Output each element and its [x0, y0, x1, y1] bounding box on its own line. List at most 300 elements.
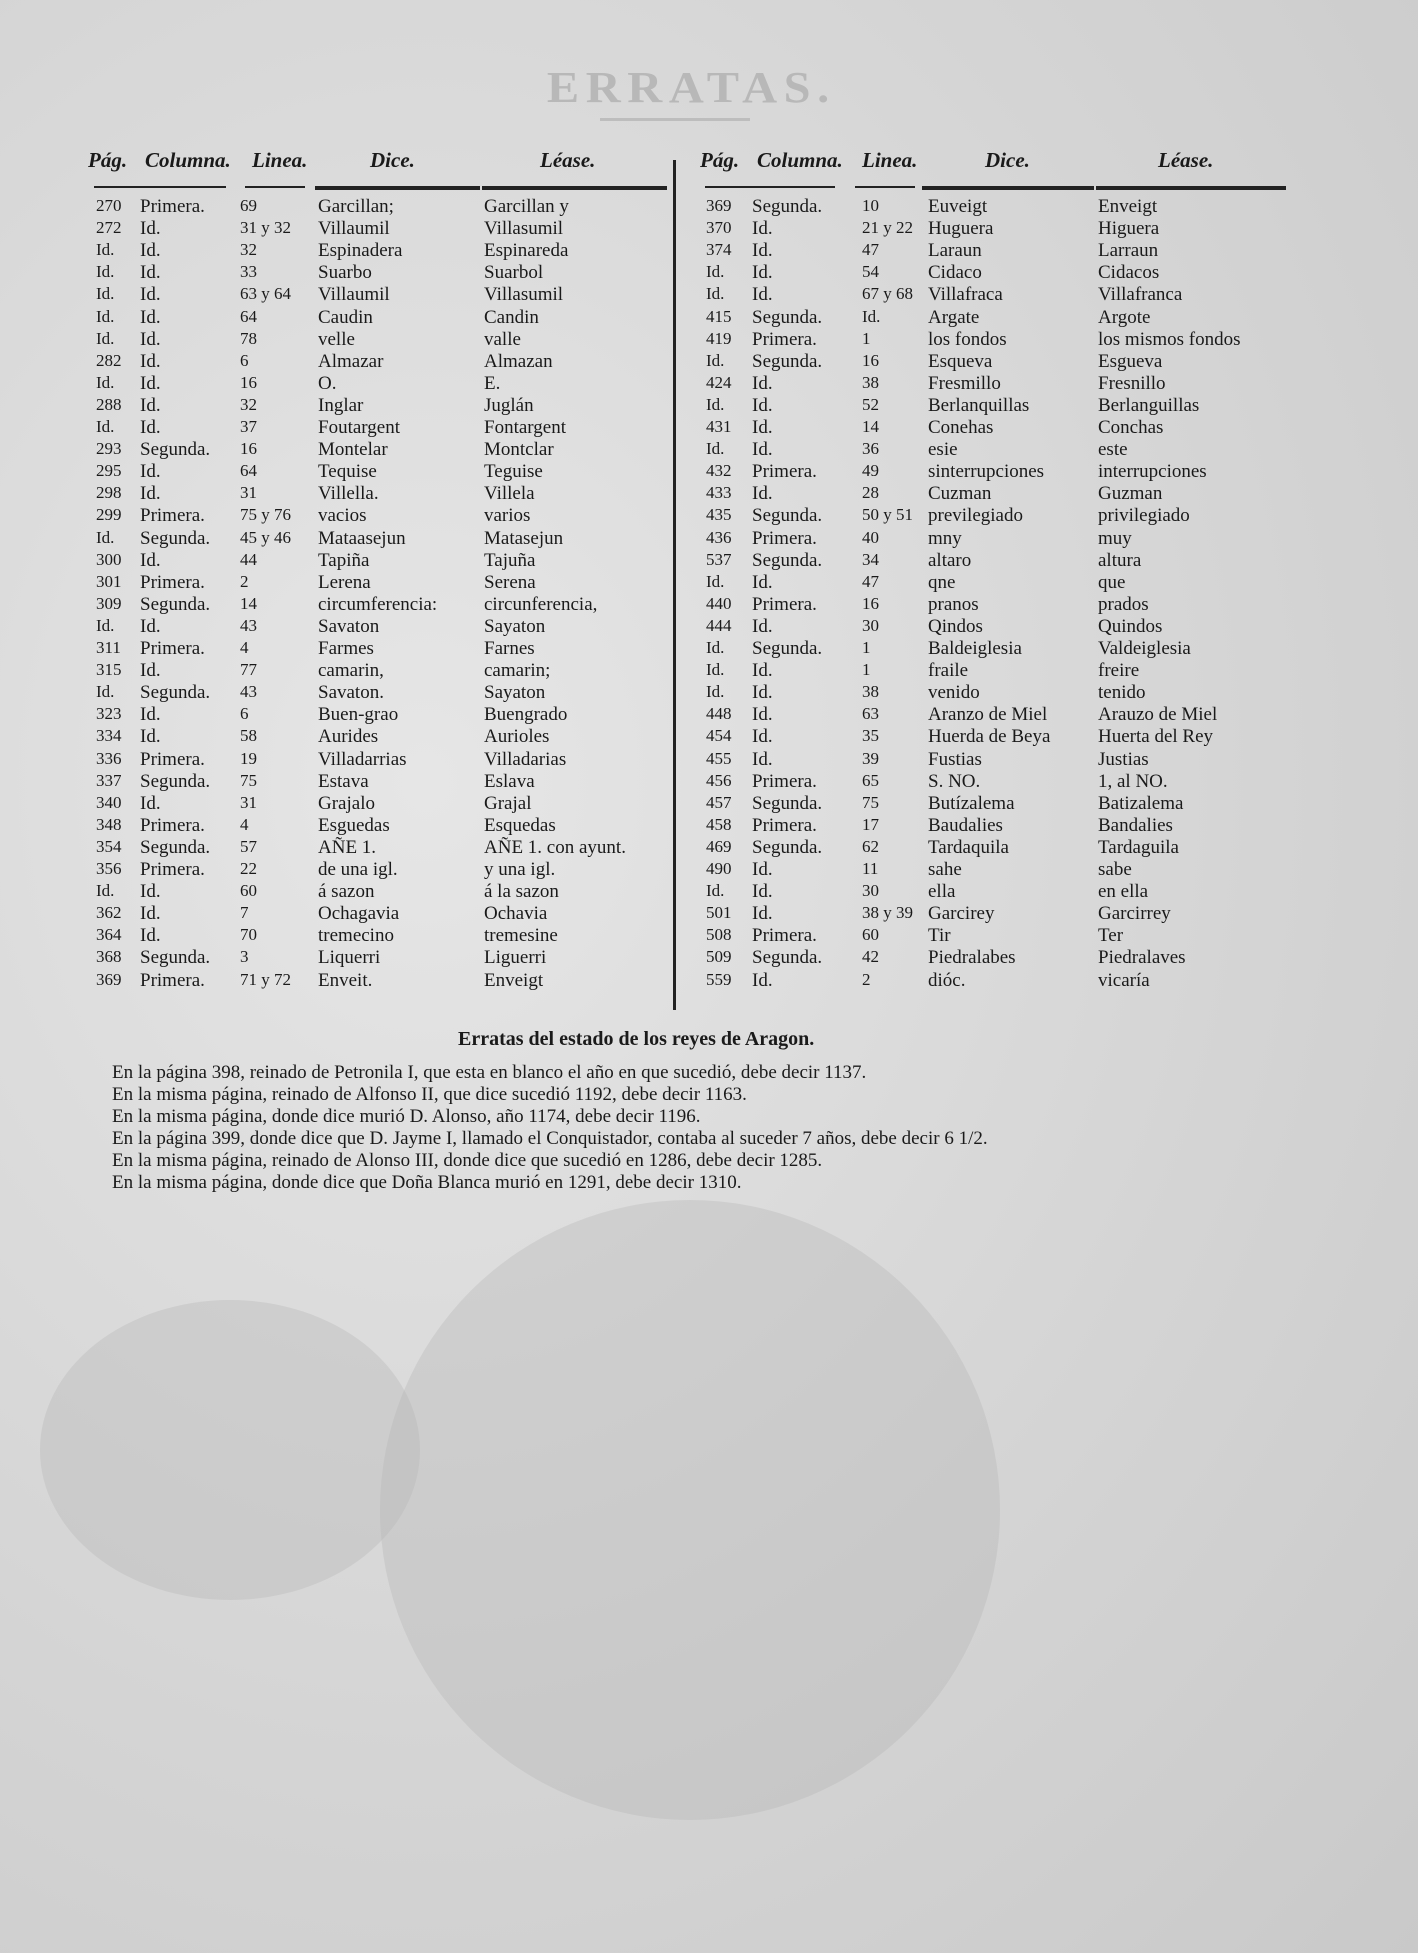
cell-col: Id.: [140, 483, 161, 505]
cell-col: Id.: [140, 704, 161, 726]
cell-pg: 270: [96, 196, 122, 215]
cell-dice: Garcirey: [928, 903, 995, 925]
cell-lease: Garcillan y: [484, 196, 569, 217]
cell-col: Segunda.: [752, 947, 823, 969]
cell-dice: Villadarrias: [318, 748, 407, 770]
cell-lease: Villela: [484, 483, 535, 505]
cell-dice: Huerda de Beya: [928, 726, 1051, 748]
cell-dice: tremecino: [318, 925, 394, 947]
header-columna: Columna.: [145, 148, 231, 172]
left-header-rule-1: [94, 186, 226, 188]
cell-dice: Tir: [928, 925, 951, 947]
cell-lease: Ochavia: [484, 903, 548, 925]
cell-pg: 448: [706, 704, 732, 724]
cell-col: Id.: [752, 859, 773, 880]
cell-pg: Id.: [706, 439, 725, 459]
cell-lease: Aurioles: [484, 726, 550, 748]
cell-col: Id.: [140, 372, 161, 394]
cell-col: Primera.: [752, 527, 817, 549]
cell-ln: 35: [862, 726, 879, 746]
cell-dice: fraile: [928, 660, 969, 682]
cell-lease: Liguerri: [484, 947, 547, 969]
cell-pg: 282: [96, 350, 122, 370]
cell-ln: 21 y 22: [862, 218, 913, 238]
cell-pg: 537: [706, 549, 732, 569]
cell-pg: 501: [706, 903, 732, 923]
cell-lease: Conchas: [1098, 417, 1164, 438]
cell-dice: Baudalies: [928, 814, 1003, 836]
cell-col: Id.: [752, 394, 773, 416]
cell-col: Id.: [752, 615, 773, 637]
cell-ln: 6: [240, 350, 249, 370]
header-linea: Linea.: [862, 148, 918, 172]
cell-pg: 374: [706, 240, 732, 260]
cell-dice: vacios: [318, 505, 367, 527]
cell-col: Segunda.: [752, 196, 823, 217]
cell-pg: 433: [706, 483, 732, 503]
cell-col: Primera.: [752, 770, 817, 792]
cell-lease: y una igl.: [484, 859, 556, 880]
right-header-rule-2: [855, 186, 915, 188]
cell-dice: Fustias: [928, 748, 982, 770]
cell-pg: 436: [706, 527, 732, 547]
note-line: En la misma página, reinado de Alonso III, donde dice que sucedió en 1286, debe decir 1285.: [112, 1150, 823, 1171]
cell-col: Id.: [752, 704, 773, 726]
cell-col: Id.: [140, 218, 161, 240]
left-header-rule-2: [245, 186, 305, 188]
cell-dice: Tardaquila: [928, 836, 1009, 858]
left-header-rule-3: [315, 186, 480, 190]
cell-dice: Villaumil: [318, 218, 390, 240]
cell-pg: Id.: [96, 284, 115, 304]
cell-ln: 33: [240, 262, 257, 282]
cell-lease: Sayaton: [484, 615, 546, 637]
cell-col: Segunda.: [752, 306, 823, 328]
cell-ln: 71 y 72: [240, 969, 291, 989]
cell-dice: Tapiña: [318, 549, 370, 571]
cell-dice: pranos: [928, 593, 979, 615]
cell-pg: 354: [96, 836, 122, 856]
cell-pg: Id.: [96, 417, 115, 436]
cell-dice: Liquerri: [318, 947, 381, 969]
column-divider: [673, 160, 676, 1010]
cell-dice: Fresmillo: [928, 372, 1001, 394]
cell-dice: mny: [928, 527, 962, 549]
cell-ln: 70: [240, 925, 257, 945]
cell-col: Segunda.: [752, 350, 823, 372]
cell-lease: Villasumil: [484, 284, 564, 306]
cell-lease: tenido: [1098, 682, 1146, 704]
cell-lease: Suarbol: [484, 262, 544, 284]
cell-dice: Enveit.: [318, 969, 373, 991]
cell-ln: 14: [862, 417, 879, 436]
cell-pg: 369: [96, 969, 122, 989]
cell-ln: 16: [240, 372, 257, 392]
cell-col: Primera.: [140, 859, 205, 880]
cell-ln: 47: [862, 240, 879, 260]
cell-dice: camarin,: [318, 660, 384, 682]
cell-col: Primera.: [752, 593, 817, 615]
cell-lease: circunferencia,: [484, 593, 598, 615]
cell-dice: Villaumil: [318, 284, 390, 306]
note-line: En la página 399, donde dice que D. Jayme I, llamado el Conquistador, contaba al suceder 7 años, debe decir 6 1/2.: [112, 1128, 988, 1149]
cell-dice: Baldeiglesia: [928, 638, 1022, 659]
header-pag: Pág.: [88, 148, 128, 172]
cell-col: Id.: [140, 881, 161, 903]
cell-col: Primera.: [752, 328, 817, 350]
cell-pg: 356: [96, 859, 122, 878]
cell-col: Primera.: [140, 748, 205, 770]
cell-col: Id.: [752, 969, 773, 991]
cell-pg: Id.: [706, 638, 725, 657]
cell-ln: 57: [240, 836, 257, 856]
cell-pg: 490: [706, 859, 732, 878]
cell-lease: Piedralaves: [1098, 947, 1186, 969]
cell-pg: 348: [96, 814, 122, 834]
cell-lease: este: [1098, 439, 1128, 461]
cell-pg: Id.: [96, 328, 115, 348]
cell-lease: Buengrado: [484, 704, 568, 726]
cell-ln: 44: [240, 549, 257, 569]
cell-col: Primera.: [140, 196, 205, 217]
cell-col: Primera.: [140, 571, 205, 593]
cell-dice: Grajalo: [318, 792, 375, 814]
cell-ln: 19: [240, 748, 257, 768]
cell-ln: 36: [862, 439, 879, 459]
cell-dice: Lerena: [318, 571, 371, 593]
cell-dice: Ochagavia: [318, 903, 400, 925]
cell-col: Primera.: [140, 814, 205, 836]
header-dice: Dice.: [985, 148, 1030, 172]
cell-dice: Berlanquillas: [928, 394, 1030, 416]
cell-pg: Id.: [96, 682, 115, 702]
cell-pg: 288: [96, 394, 122, 414]
cell-col: Id.: [140, 394, 161, 416]
cell-lease: Grajal: [484, 792, 532, 814]
cell-pg: Id.: [96, 240, 115, 260]
cell-lease: que: [1098, 571, 1126, 593]
cell-pg: 455: [706, 748, 732, 768]
cell-ln: 1: [862, 660, 871, 680]
cell-pg: Id.: [706, 284, 725, 304]
cell-ln: 32: [240, 240, 257, 260]
cell-dice: Savaton.: [318, 682, 384, 704]
right-header-rule-3: [922, 186, 1094, 190]
cell-col: Segunda.: [140, 439, 211, 461]
cell-pg: 370: [706, 218, 732, 238]
cell-pg: Id.: [96, 306, 115, 326]
cell-lease: AÑE 1. con ayunt.: [484, 836, 626, 858]
cell-lease: Matasejun: [484, 527, 564, 549]
cell-lease: Ter: [1098, 925, 1124, 947]
cell-dice: Mataasejun: [318, 527, 406, 549]
cell-ln: 65: [862, 770, 879, 790]
cell-ln: 31: [240, 792, 257, 812]
cell-ln: 2: [862, 969, 871, 989]
cell-dice: Almazar: [318, 350, 384, 372]
cell-ln: 75 y 76: [240, 505, 291, 525]
cell-dice: venido: [928, 682, 980, 704]
cell-dice: Euveigt: [928, 196, 988, 217]
cell-dice: circumferencia:: [318, 593, 438, 615]
cell-col: Id.: [752, 372, 773, 394]
cell-lease: Guzman: [1098, 483, 1163, 505]
cell-ln: 64: [240, 461, 257, 481]
cell-dice: Conehas: [928, 417, 994, 438]
cell-pg: 340: [96, 792, 122, 812]
cell-lease: varios: [484, 505, 531, 527]
cell-pg: Id.: [706, 571, 725, 591]
cell-dice: de una igl.: [318, 859, 398, 880]
cell-lease: Argote: [1098, 306, 1151, 328]
cell-ln: 67 y 68: [862, 284, 913, 304]
cell-ln: 32: [240, 394, 257, 414]
cell-dice: Esguedas: [318, 814, 390, 836]
cell-lease: Espinareda: [484, 240, 569, 262]
cell-lease: Tajuña: [484, 549, 536, 571]
cell-dice: Villafraca: [928, 284, 1003, 306]
cell-col: Segunda.: [752, 549, 823, 571]
cell-col: Id.: [752, 903, 773, 925]
cell-ln: 11: [862, 859, 879, 878]
cell-lease: vicaría: [1098, 969, 1150, 991]
cell-col: Id.: [752, 881, 773, 903]
cell-dice: Foutargent: [318, 417, 400, 438]
cell-lease: prados: [1098, 593, 1149, 615]
cell-col: Primera.: [140, 638, 205, 659]
cell-ln: 64: [240, 306, 257, 326]
cell-ln: Id.: [862, 306, 881, 326]
cell-ln: 60: [240, 881, 257, 901]
cell-lease: Enveigt: [1098, 196, 1158, 217]
cell-pg: 508: [706, 925, 732, 945]
cell-pg: Id.: [706, 881, 725, 901]
cell-col: Id.: [140, 461, 161, 483]
cell-lease: Huerta del Rey: [1098, 726, 1214, 748]
cell-ln: 75: [240, 770, 257, 790]
cell-dice: Espinadera: [318, 240, 403, 262]
faint-rule: [600, 118, 750, 121]
cell-dice: Villella.: [318, 483, 379, 505]
cell-pg: Id.: [706, 350, 725, 370]
cell-lease: sabe: [1098, 859, 1132, 880]
cell-col: Segunda.: [752, 638, 823, 659]
cell-lease: Bandalies: [1098, 814, 1173, 836]
cell-ln: 30: [862, 615, 879, 635]
cell-lease: Sayaton: [484, 682, 546, 704]
aragon-notes: [112, 1062, 988, 1194]
cell-ln: 78: [240, 328, 257, 348]
cell-lease: valle: [484, 328, 521, 350]
cell-lease: Farnes: [484, 638, 535, 659]
cell-lease: Batizalema: [1098, 792, 1184, 814]
cell-lease: Candin: [484, 306, 539, 328]
cell-col: Id.: [140, 262, 161, 284]
cell-pg: 435: [706, 505, 732, 525]
cell-col: Id.: [752, 748, 773, 770]
cell-dice: Cidaco: [928, 262, 982, 284]
cell-lease: freire: [1098, 660, 1140, 682]
cell-col: Segunda.: [752, 505, 823, 527]
cell-lease: Valdeiglesia: [1098, 638, 1191, 659]
cell-ln: 6: [240, 704, 249, 724]
cell-col: Id.: [752, 660, 773, 682]
cell-ln: 38: [862, 372, 879, 392]
cell-pg: 431: [706, 417, 732, 436]
cell-lease: Villadarias: [484, 748, 567, 770]
cell-lease: Larraun: [1098, 240, 1159, 262]
header-lease: Léase.: [540, 148, 596, 172]
cell-col: Id.: [752, 262, 773, 284]
cell-dice: los fondos: [928, 328, 1007, 350]
cell-pg: Id.: [96, 615, 115, 635]
cell-lease: los mismos fondos: [1098, 328, 1241, 350]
cell-pg: Id.: [706, 660, 725, 680]
cell-dice: Buen-grao: [318, 704, 399, 726]
cell-col: Id.: [140, 328, 161, 350]
cell-ln: 58: [240, 726, 257, 746]
cell-lease: Almazan: [484, 350, 553, 372]
cell-lease: altura: [1098, 549, 1142, 571]
cell-col: Id.: [140, 306, 161, 328]
cell-ln: 39: [862, 748, 879, 768]
header-lease: Léase.: [1158, 148, 1214, 172]
cell-col: Id.: [140, 660, 161, 682]
cell-pg: Id.: [706, 394, 725, 414]
cell-pg: 337: [96, 770, 122, 790]
header-linea: Linea.: [252, 148, 308, 172]
cell-lease: Quindos: [1098, 615, 1163, 637]
cell-pg: 272: [96, 218, 122, 238]
section-title: Erratas del estado de los reyes de Aragon.: [458, 1028, 815, 1050]
cell-dice: velle: [318, 328, 355, 350]
cell-ln: 4: [240, 814, 249, 834]
cell-pg: Id.: [96, 262, 115, 282]
cell-col: Id.: [140, 726, 161, 748]
cell-dice: Piedralabes: [928, 947, 1016, 969]
cell-ln: 7: [240, 903, 249, 923]
cell-col: Id.: [140, 903, 161, 925]
cell-dice: Estava: [318, 770, 369, 792]
cell-pg: 299: [96, 505, 122, 525]
cell-lease: Villasumil: [484, 218, 564, 240]
cell-lease: Teguise: [484, 461, 543, 483]
cell-ln: 69: [240, 196, 257, 215]
cell-ln: 47: [862, 571, 879, 591]
cell-pg: Id.: [96, 372, 115, 392]
cell-lease: Arauzo de Miel: [1098, 704, 1218, 726]
cell-lease: Esquedas: [484, 814, 556, 836]
cell-dice: Suarbo: [318, 262, 372, 284]
cell-dice: Inglar: [318, 394, 364, 416]
cell-ln: 49: [862, 461, 879, 481]
cell-dice: Montelar: [318, 439, 388, 461]
cell-ln: 38: [862, 682, 879, 702]
cell-dice: Tequise: [318, 461, 377, 483]
cell-dice: esie: [928, 439, 958, 461]
cell-ln: 31: [240, 483, 257, 503]
cell-lease: en ella: [1098, 881, 1149, 903]
cell-pg: 458: [706, 814, 732, 834]
cell-ln: 45 y 46: [240, 527, 291, 547]
cell-pg: 424: [706, 372, 732, 392]
cell-pg: 362: [96, 903, 122, 923]
cell-col: Id.: [140, 615, 161, 637]
cell-col: Id.: [752, 726, 773, 748]
cell-col: Segunda.: [140, 682, 211, 704]
cell-lease: interrupciones: [1098, 461, 1207, 483]
cell-dice: previlegiado: [928, 505, 1023, 527]
cell-dice: Farmes: [318, 638, 374, 659]
cell-lease: E.: [484, 372, 501, 394]
cell-dice: Esqueva: [928, 350, 993, 372]
cell-col: Primera.: [140, 969, 205, 991]
cell-pg: 432: [706, 461, 732, 481]
cell-ln: 63 y 64: [240, 284, 291, 304]
cell-col: Segunda.: [140, 770, 211, 792]
cell-ln: 14: [240, 593, 257, 613]
header-dice: Dice.: [370, 148, 415, 172]
cell-ln: 38 y 39: [862, 903, 913, 923]
right-header-rule-4: [1096, 186, 1286, 190]
cell-pg: 415: [706, 306, 732, 326]
cell-ln: 4: [240, 638, 249, 657]
cell-lease: Eslava: [484, 770, 535, 792]
cell-ln: 22: [240, 859, 257, 878]
cell-dice: altaro: [928, 549, 972, 571]
cell-ln: 63: [862, 704, 879, 724]
cell-dice: ella: [928, 881, 956, 903]
cell-lease: Juglán: [484, 394, 534, 416]
cell-dice: Savaton: [318, 615, 380, 637]
cell-pg: 315: [96, 660, 122, 680]
cell-ln: 16: [240, 439, 257, 459]
cell-dice: Laraun: [928, 240, 982, 262]
cell-lease: Esgueva: [1098, 350, 1163, 372]
cell-ln: 75: [862, 792, 879, 812]
cell-col: Primera.: [752, 461, 817, 483]
cell-lease: Fresnillo: [1098, 372, 1166, 394]
cell-col: Id.: [752, 240, 773, 262]
cell-lease: Serena: [484, 571, 536, 593]
cell-pg: 454: [706, 726, 732, 746]
cell-dice: Cuzman: [928, 483, 992, 505]
cell-dice: S. NO.: [928, 770, 981, 792]
cell-pg: 440: [706, 593, 732, 613]
cell-pg: 364: [96, 925, 122, 945]
header-columna: Columna.: [757, 148, 843, 172]
cell-lease: 1, al NO.: [1098, 770, 1168, 792]
cell-lease: Montclar: [484, 439, 554, 461]
cell-col: Id.: [140, 792, 161, 814]
cell-ln: 62: [862, 836, 879, 856]
cell-pg: 369: [706, 196, 732, 215]
cell-ln: 50 y 51: [862, 505, 913, 525]
cell-dice: Aranzo de Miel: [928, 704, 1048, 726]
cell-ln: 52: [862, 394, 879, 414]
cell-col: Id.: [140, 549, 161, 571]
cell-col: Id.: [140, 350, 161, 372]
cell-dice: Caudin: [318, 306, 373, 328]
cell-pg: 368: [96, 947, 122, 967]
cell-pg: 309: [96, 593, 122, 613]
cell-ln: 30: [862, 881, 879, 901]
cell-col: Id.: [752, 571, 773, 593]
cell-ln: 42: [862, 947, 879, 967]
cell-ln: 37: [240, 417, 257, 436]
cell-col: Id.: [752, 439, 773, 461]
cell-lease: Cidacos: [1098, 262, 1160, 284]
